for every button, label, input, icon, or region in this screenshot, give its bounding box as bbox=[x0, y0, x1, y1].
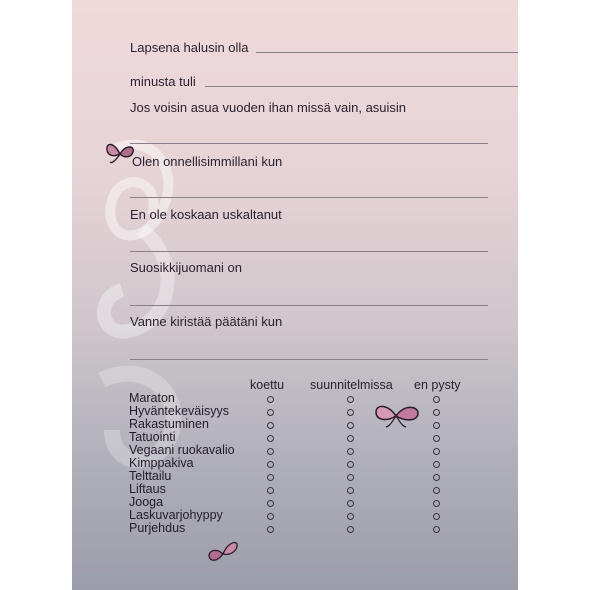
radio-circle-icon[interactable] bbox=[433, 461, 440, 468]
radio-circle-icon[interactable] bbox=[267, 513, 274, 520]
activity-label: Purjehdus bbox=[129, 521, 186, 535]
radio-circle-icon[interactable] bbox=[347, 500, 354, 507]
radio-circle-icon[interactable] bbox=[433, 487, 440, 494]
answer-line-6[interactable] bbox=[130, 305, 488, 306]
prompt-5: En ole koskaan uskaltanut bbox=[130, 207, 282, 222]
radio-circle-icon[interactable] bbox=[267, 422, 274, 429]
radio-circle-icon[interactable] bbox=[347, 396, 354, 403]
radio-circle-icon[interactable] bbox=[347, 422, 354, 429]
activity-label: Jooga bbox=[129, 495, 164, 509]
column-header-koettu: koettu bbox=[250, 378, 285, 392]
radio-circle-icon[interactable] bbox=[347, 513, 354, 520]
activity-label: Rakastuminen bbox=[129, 417, 209, 431]
butterfly-icon bbox=[205, 538, 239, 566]
radio-circle-icon[interactable] bbox=[433, 474, 440, 481]
activity-label: Telttailu bbox=[129, 469, 172, 483]
radio-circle-icon[interactable] bbox=[267, 487, 274, 494]
answer-line-4[interactable] bbox=[130, 197, 488, 198]
prompt-1: Lapsena halusin olla bbox=[130, 40, 249, 55]
prompt-6: Suosikkijuomani on bbox=[130, 260, 243, 275]
radio-circle-icon[interactable] bbox=[433, 500, 440, 507]
radio-circle-icon[interactable] bbox=[267, 409, 274, 416]
answer-line-5[interactable] bbox=[130, 251, 488, 252]
activity-label: Maraton bbox=[129, 391, 175, 405]
radio-circle-icon[interactable] bbox=[267, 461, 274, 468]
activity-label: Hyväntekeväisyys bbox=[129, 404, 230, 418]
radio-circle-icon[interactable] bbox=[267, 396, 274, 403]
column-header-en-pysty: en pysty bbox=[414, 378, 461, 392]
activity-label: Liftaus bbox=[129, 482, 166, 496]
radio-circle-icon[interactable] bbox=[347, 448, 354, 455]
answer-line-1[interactable] bbox=[256, 52, 518, 53]
answer-line-3[interactable] bbox=[130, 143, 488, 144]
radio-circle-icon[interactable] bbox=[433, 448, 440, 455]
butterfly-icon bbox=[104, 140, 136, 166]
activity-label: Tatuointi bbox=[129, 430, 176, 444]
activity-label: Laskuvarjohyppy bbox=[129, 508, 223, 522]
radio-circle-icon[interactable] bbox=[347, 409, 354, 416]
radio-circle-icon[interactable] bbox=[267, 474, 274, 481]
butterfly-icon bbox=[374, 400, 420, 430]
answer-line-7[interactable] bbox=[130, 359, 488, 360]
prompt-4: Olen onnellisimmillani kun bbox=[132, 154, 283, 169]
activity-label: Kimppakiva bbox=[129, 456, 194, 470]
radio-circle-icon[interactable] bbox=[347, 461, 354, 468]
radio-circle-icon[interactable] bbox=[433, 513, 440, 520]
radio-circle-icon[interactable] bbox=[433, 396, 440, 403]
radio-circle-icon[interactable] bbox=[347, 487, 354, 494]
prompt-7: Vanne kiristää päätäni kun bbox=[130, 314, 283, 329]
prompt-2: minusta tuli bbox=[130, 74, 196, 89]
column-header-suunnitelmissa: suunnitelmissa bbox=[310, 378, 393, 392]
radio-circle-icon[interactable] bbox=[267, 526, 274, 533]
radio-circle-icon[interactable] bbox=[433, 526, 440, 533]
radio-circle-icon[interactable] bbox=[347, 435, 354, 442]
radio-circle-icon[interactable] bbox=[433, 422, 440, 429]
radio-circle-icon[interactable] bbox=[267, 435, 274, 442]
radio-circle-icon[interactable] bbox=[347, 526, 354, 533]
radio-circle-icon[interactable] bbox=[433, 409, 440, 416]
activity-label: Vegaani ruokavalio bbox=[129, 443, 235, 457]
radio-circle-icon[interactable] bbox=[347, 474, 354, 481]
answer-line-2[interactable] bbox=[205, 86, 518, 87]
radio-circle-icon[interactable] bbox=[267, 448, 274, 455]
radio-circle-icon[interactable] bbox=[433, 435, 440, 442]
prompt-3: Jos voisin asua vuoden ihan missä vain, asuisin bbox=[130, 100, 407, 115]
radio-circle-icon[interactable] bbox=[267, 500, 274, 507]
